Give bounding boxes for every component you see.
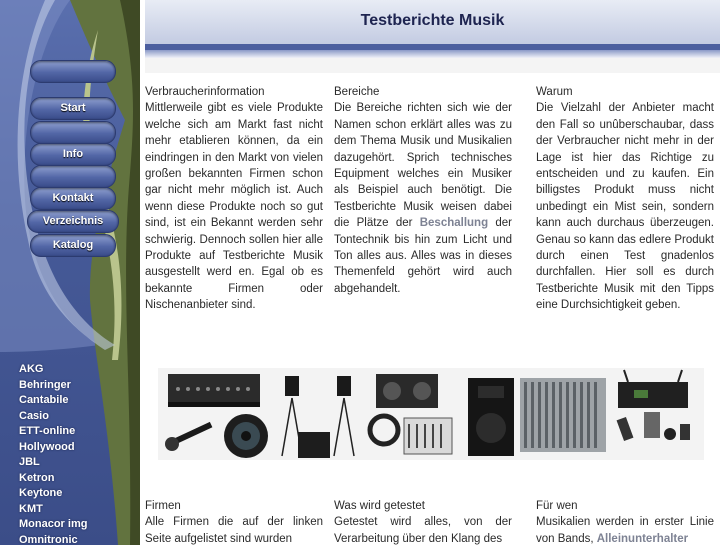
brand-link-keytone[interactable]: Keytone [19, 487, 63, 499]
column-heading: Firmen [145, 500, 181, 512]
nav-start-label: Start [60, 102, 86, 114]
product-photos [158, 368, 704, 460]
product-image-strip [158, 368, 704, 460]
page-title: Testberichte Musik [360, 12, 505, 29]
nav-info-label: Info [62, 148, 84, 160]
nav-kontakt-button[interactable] [30, 187, 116, 210]
brand-link-akg[interactable]: AKG [19, 363, 44, 375]
column-text: Musikalien werden in erster Linie von Bands, [536, 516, 714, 545]
column-heading: Was wird getestet [334, 500, 425, 512]
brand-link-behringer[interactable]: Behringer [19, 378, 71, 391]
brand-link-ketron[interactable]: Ketron [19, 471, 55, 484]
column-verbraucherinformation [145, 84, 323, 314]
column-heading: Verbraucherinformation [145, 86, 265, 98]
brand-list [19, 362, 139, 545]
column-firmen [145, 498, 323, 547]
nav-blank-button [30, 121, 116, 144]
microphone-image [165, 422, 212, 451]
beschallung-link[interactable]: Beschallung [419, 217, 489, 230]
column-text: der Tontechnik bis hin zum Licht und Ton alles aus. Alles was in dieses Themenfeld gehört wird auch abgehandelt. [334, 217, 512, 295]
column-warum [536, 84, 714, 314]
page-header [145, 0, 720, 58]
brand-link-hollywood[interactable]: Hollywood [19, 440, 75, 453]
header-stripe-fade [145, 50, 720, 58]
column-text: Mittlerweile gibt es viele Produkte welche sich am Markt fast nicht mehr etablieren können, da ein eindringen in den Markt von vielen großen bekannten Firmen schon gar nicht mehr möglich ist. Auch wenn diese Produkte noch so gut sind, ist ein Bekannt werden sehr schwierig. Dennoch sollen hier alle Produkte auf Testberichte Musik ausgestellt werd en. Egal ob es bekannte Firmen oder Nischenanbieter sind. [145, 102, 323, 312]
brand-link-omnitronic[interactable]: Omnitronic [19, 533, 78, 545]
left-sidebar [0, 0, 140, 545]
column-text: Alle Firmen die auf der linken Seite aufgelistet sind wurden [145, 516, 323, 545]
column-fuer-wen [536, 498, 714, 547]
nav-katalog-label: Katalog [52, 239, 94, 251]
brand-link-kmt[interactable]: KMT [19, 502, 43, 515]
nav-kontakt-label: Kontakt [52, 192, 94, 204]
nav-info-button[interactable] [30, 143, 116, 166]
nav-verzeichnis-button[interactable] [27, 210, 119, 233]
brand-link-cantabile[interactable]: Cantabile [19, 394, 69, 406]
column-text: Die Bereiche richten sich wie der Namen schon erklärt alles was zu dem Thema Musik und Musikalien dazugehört. Sprich technisches Equipment welches ein Musiker als Beispiel auch benötigt. Die Testberichte Musik weisen dabei die Plätze der [334, 102, 512, 230]
column-heading: Bereiche [334, 86, 380, 98]
nav-blank-button [30, 165, 116, 188]
wireless-receiver-image [618, 382, 688, 408]
nav-blank-button [30, 60, 116, 83]
cable-reel-image [370, 416, 398, 444]
brand-link-ett-online[interactable]: ETT-online [19, 425, 76, 437]
column-text: Die Vielzahl der Anbieter macht den Fall so unûberschaubar, dass der Verbraucher nicht mehr in der Lage ist hier das Richtige zu entscheiden und zu kaufen. Ein billigstes Produkt muss nicht unbedingt ein Mist sein, sondern kann auch durchaus überzeugen. Genau so kann das edlere Produkt durch einen Test gnadenlos durchfallen. Hier soll es durch Testberichte Musik mit den Tipps eine Durchsichtigkeit geben. [536, 102, 714, 312]
column-heading: Warum [536, 86, 573, 98]
column-text: Getestet wird alles, von der Verarbeitung über den Klang des [334, 516, 512, 545]
brand-link-jbl[interactable]: JBL [19, 456, 40, 468]
nav-start-button[interactable] [30, 97, 116, 120]
header-spacer [145, 58, 720, 73]
brand-link-monacor[interactable]: Monacor img [19, 518, 88, 530]
nav-verzeichnis-label: Verzeichnis [42, 215, 104, 227]
column-bereiche [334, 84, 512, 297]
brand-link-casio[interactable]: Casio [19, 409, 49, 422]
column-was-wird-getestet [334, 498, 512, 547]
nav-katalog-button[interactable] [30, 234, 116, 257]
column-heading: Für wen [536, 500, 578, 512]
alleinunterhalter-link[interactable]: Alleinunterhalter [596, 532, 689, 545]
